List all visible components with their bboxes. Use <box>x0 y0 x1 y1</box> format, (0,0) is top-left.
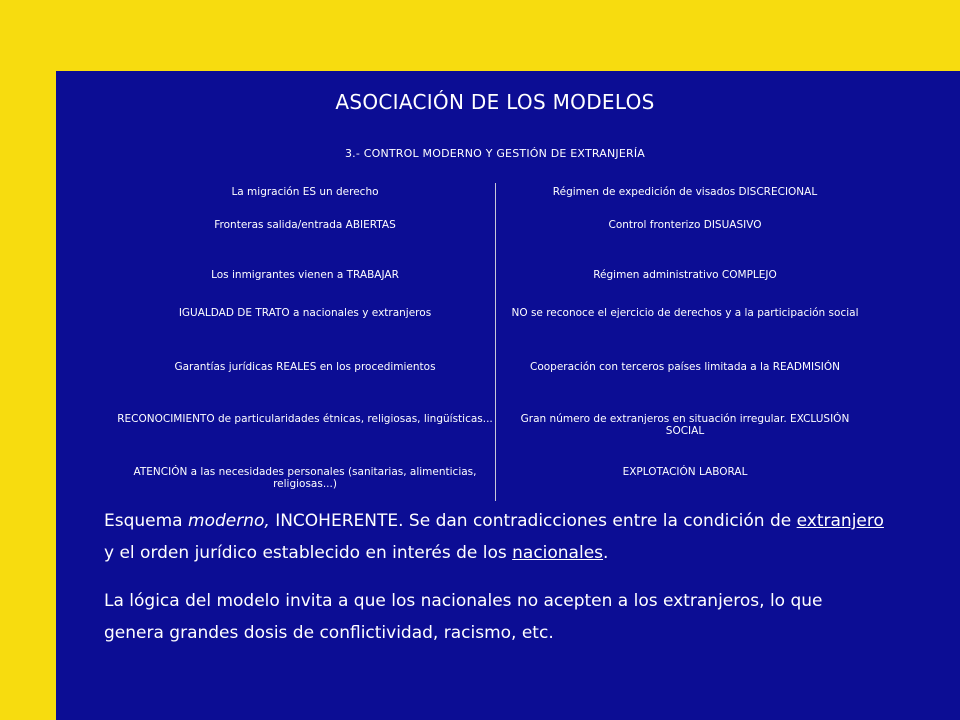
left-cell-2: Fronteras salida/entrada ABIERTAS <box>214 219 396 231</box>
p1-underline-extranjero: extranjero <box>796 511 884 531</box>
p1-part1: Esquema <box>104 511 189 531</box>
paragraph-2: La lógica del modelo invita a que los nacionales no acepten a los extranjeros, lo que genera grandes dosis de conflictividad, racismo, etc. <box>104 591 823 643</box>
right-cell-2: Control fronterizo DISUASIVO <box>608 219 762 231</box>
p1-italic: moderno, <box>188 511 270 531</box>
left-cell-6: RECONOCIMIENTO de particularidades étnicas, religiosas, lingüísticas... <box>117 413 493 425</box>
right-cell-7: EXPLOTACIÓN LABORAL <box>622 466 748 478</box>
right-cell-3: Régimen administrativo COMPLEJO <box>593 269 777 281</box>
right-cell-6: Gran número de extranjeros en situación irregular. EXCLUSIÓN SOCIAL <box>520 413 850 437</box>
p1-part4: . <box>603 543 609 563</box>
right-cell-1: Régimen de expedición de visados DISCRECIONAL <box>552 186 818 198</box>
p1-part3: y el orden jurídico establecido en interés de los <box>104 543 513 563</box>
left-cell-4: IGUALDAD DE TRATO a nacionales y extranjeros <box>178 307 432 319</box>
left-cell-3: Los inmigrantes vienen a TRABAJAR <box>211 269 399 281</box>
p1-part2: INCOHERENTE. Se dan contradicciones entre la condición de <box>269 511 797 531</box>
p1-underline-nacionales: nacionales <box>512 543 604 563</box>
paragraph-1 <box>104 505 884 569</box>
right-cell-4: NO se reconoce el ejercicio de derechos y a la participación social <box>511 307 859 319</box>
slide-title: ASOCIACIÓN DE LOS MODELOS <box>335 90 655 114</box>
slide-subtitle: 3.- CONTROL MODERNO Y GESTIÓN DE EXTRANJERÍA <box>344 147 646 160</box>
left-cell-1: La migración ES un derecho <box>231 186 379 198</box>
left-cell-5: Garantías jurídicas REALES en los procedimientos <box>174 361 436 373</box>
left-cell-7: ATENCIÓN a las necesidades personales (sanitarias, alimenticias, religiosas...) <box>133 466 477 490</box>
right-cell-5: Cooperación con terceros países limitada a la READMISIÓN <box>530 361 840 373</box>
